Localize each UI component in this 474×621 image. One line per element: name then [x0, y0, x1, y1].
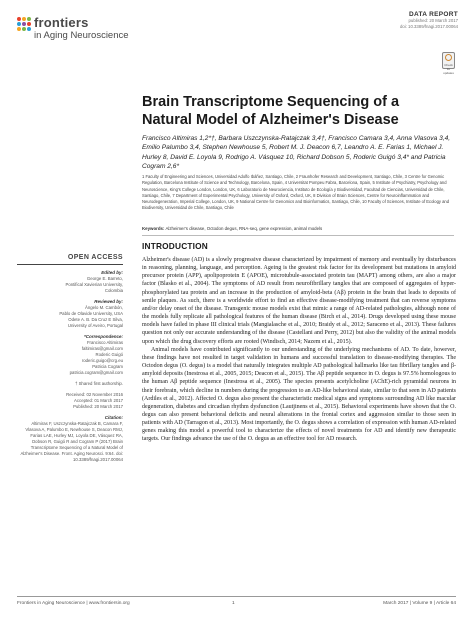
correspondence-email[interactable]: roderic.guigo@crg.eu — [81, 358, 123, 363]
author-list: Francisco Altimiras 1,2*†, Barbara Uszczynska-Ratajczak 3,4†, Francisco Camara 3,4, Anna Vlasova 3,4, Emilio Palumbo 3,4, Stephen Newhouse 5, Robert M. J. Deacon 6,7, Leandro A. E. Farias 1, Michael J. Hurley 8, David E. Loyola 9, Rodrigo A. Vásquez 10, Richard Dobson 5, Roderic Guigó 3,4* and Patricia Cogram 2,6* — [142, 135, 451, 170]
editor-line: Colombia — [104, 288, 123, 293]
body-text — [142, 256, 456, 444]
reviewed-by-label: Reviewed by: — [94, 299, 123, 304]
reviewer-line: Pablo de Olavide University, USA — [59, 311, 123, 316]
keywords-list: Alzheimer's disease, Octodon degus, RNA-seq, gene expression, animal models — [165, 226, 323, 231]
received-date: Received: 02 November 2016 — [66, 392, 123, 397]
correspondence-label: *Correspondence: — [83, 334, 123, 339]
divider — [17, 264, 123, 265]
affiliations: 1 Faculty of Engineering and Sciences, Universidad Adolfo Ibáñez, Santiago, Chile, 2 Fraunhofer Research and Development, Santiago, Chile, 3 Centre for Genomic Regulation, Barcelona Institute of Science and Technology, Barcelona, Spain, 4 Universitat Pompeu Fabra, Barcelona, Spain, 5 Institute of Psychiatry, Psychology and Neuroscience, King's College London, London, UK, 6 Laboratorio de Neurociencia, Instituto de Ecología y Biodiversidad, Facultad de Ciencias, Universidad de Chile, Santiago, Chile, 7 Department of Experimental Psychology, University of Oxford, Oxford, UK, 8 Division of Brain Sciences, Centre for Neuroinflammation and Neurodegeneration, Imperial College, London, UK, 9 National Centre for Genomics and Bioinformatics, Santiago, Chile, 10 Faculty of Sciences, Institute of Ecology and Biodiversity, Universidad de Chile, Santiago, Chile — [142, 174, 450, 211]
crossmark-icon — [445, 54, 452, 61]
equal-contribution-note — [17, 381, 123, 387]
doi[interactable]: doi: 10.3389/fnagi.2017.00064 — [399, 24, 458, 29]
reviewed-by — [17, 299, 123, 329]
published-date: Published: 20 March 2017 — [73, 404, 123, 409]
article-dates — [17, 392, 123, 410]
article-sidebar — [17, 254, 123, 468]
reviewer-line: University of Aveiro, Portugal — [67, 323, 123, 328]
journal-logo — [17, 13, 137, 43]
journal-name: in Aging Neuroscience — [34, 30, 129, 41]
correspondence — [17, 334, 123, 376]
shared-authorship-note: † Shared first authorship. — [74, 381, 123, 386]
footer-journal-link[interactable]: Frontiers in Aging Neuroscience | www.frontiersin.org — [17, 601, 130, 606]
check-for-updates-badge[interactable] — [442, 52, 455, 75]
footer-divider — [17, 596, 456, 597]
editor-line: George E. Barreto, — [86, 276, 123, 281]
footer-issue-info: March 2017 | Volume 9 | Article 64 — [383, 601, 456, 606]
citation-label: Citation: — [104, 415, 123, 420]
editor-line: Pontifical Xavierian University, — [65, 282, 123, 287]
section-heading: INTRODUCTION — [142, 241, 209, 251]
published-date: published: 20 March 2017 — [408, 18, 458, 23]
correspondence-email[interactable]: faltimiras@gmail.com — [81, 346, 123, 351]
keywords — [142, 226, 454, 231]
edited-by-label: Edited by: — [101, 270, 123, 275]
correspondence-email[interactable]: patricia.cogram@gmail.com — [69, 370, 123, 375]
citation-text: Altimiras F, Uszczynska-Ratajczak B, Camara F, Vlasova A, Palumbo E, Newhouse S, Deacon RMJ, Farias LAE, Hurley MJ, Loyola DE, Vásquez RA, Dobson R, Guigó R and Cogram P (2017) Brain Transcriptome Sequencing of a Natural Model of Alzheimer's Disease. Front. Aging Neurosci. 9:64. doi: 10.3389/fnagi.2017.00064 — [20, 421, 123, 462]
paragraph: Alzheimer's disease (AD) is a slowly progressive disease characterized by impairment of memory and eventually by disturbances in reasoning, planning, language, and perception. Ageing is the greatest risk factor for its development but mutations in amyloid precursor protein (APP), apolipoprotein E (APOE), microtubule-associated protein tau (MAPT) among others, are also a major factor (Blasko et al., 2004). The symptoms of AD result from neurofibrillary tangles that are composed of aggregates of hyper-phosphorylated tau protein and an increase in the production of amyloid-beta (Aβ) protein in the brain that leads to deposits of senile plaques. As such, there is a worldwide effort to find an effective disease-modifying treatment that can reverse symptoms and/or delay onset of the disease. Transgenic mouse models exist that mimic a range of AD-related pathologies, although none of the models fully replicate all pathological features of the human disease (Birch et al., 2014). Drugs developed using these mouse models have failed in phase III clinical trials (Mangialasche et al., 2010; Braidy et al., 2012; Saraceno et al., 2013). These failures question not only our accurate understanding of the disease (Castellani and Perry, 2012) but also the validity of the animal models upon which the drug discovery efforts are rooted (Windisch, 2014; Nazem et al., 2015). — [142, 257, 456, 345]
correspondence-line: Patricia Cogram — [92, 364, 123, 369]
article-meta — [400, 11, 458, 30]
edited-by — [17, 270, 123, 294]
divider — [142, 235, 454, 236]
accepted-date: Accepted: 01 March 2017 — [74, 398, 123, 403]
brand-name: frontiers — [34, 15, 89, 30]
citation — [17, 415, 123, 463]
document-type: DATA REPORT — [408, 11, 458, 18]
keywords-label: Keywords: — [142, 226, 165, 231]
page-number: 1 — [232, 601, 235, 606]
correspondence-line: Francisco Altimiras — [86, 340, 123, 345]
reviewer-line: Odete A. B. Da Cruz E Silva, — [68, 317, 123, 322]
article-title: Brain Transcriptome Sequencing of a Natural Model of Alzheimer's Disease — [142, 94, 400, 128]
paragraph: Animal models have contributed significantly to our understanding of the underlying mechanisms of AD. To date, however, these findings have not resulted in target validation in humans and successful translation to disease-modifying therapies. The Octodon degus (O. degus) is a model that naturally integrates multiple AD pathological hallmarks like tau fibrillary tangles and β-amyloid deposits (Inestrosa et al., 2005, 2015; Deacon et al., 2015). The Aβ peptide sequence in O. degus is 97.5% homologous to the human Aβ peptide sequence (Inestrosa et al., 2005). The species presents acetylcholine (AChE)-rich pyramidal neurons in their forebrain, which decline in numbers during the progression to an AD-like behavioral state, similar to that seen in AD patients (Ardiles et al., 2012). Affected O. degus also present the characteristic medical signs and symptoms surrounding AD like macular degeneration, diabetes and circadian rhythm dysfunction (Lautjinens et al., 2015). Behavioral experiments have shown that the O. degus can also present behavioral deficits and neural alterations in the frontal cortex and aggression similar to those seen in patients with AD (Tarragon et al., 2013). Most importantly, the O. degus shows a correlation of expression with human AD-related genes making this model a powerful tool to characterize the effects of novel treatments for AD and identify new therapeutic targets. Our findings advance the use of the O. degus as an effective tool for AD research. — [142, 346, 456, 443]
reviewer-line: Ângelo M. Cambón, — [85, 305, 123, 310]
check-for-updates-label: Check for updates — [443, 63, 454, 75]
open-access-label: OPEN ACCESS — [67, 254, 123, 261]
correspondence-line: Roderic Guigó — [95, 352, 123, 357]
frontiers-dots-icon — [17, 17, 31, 31]
